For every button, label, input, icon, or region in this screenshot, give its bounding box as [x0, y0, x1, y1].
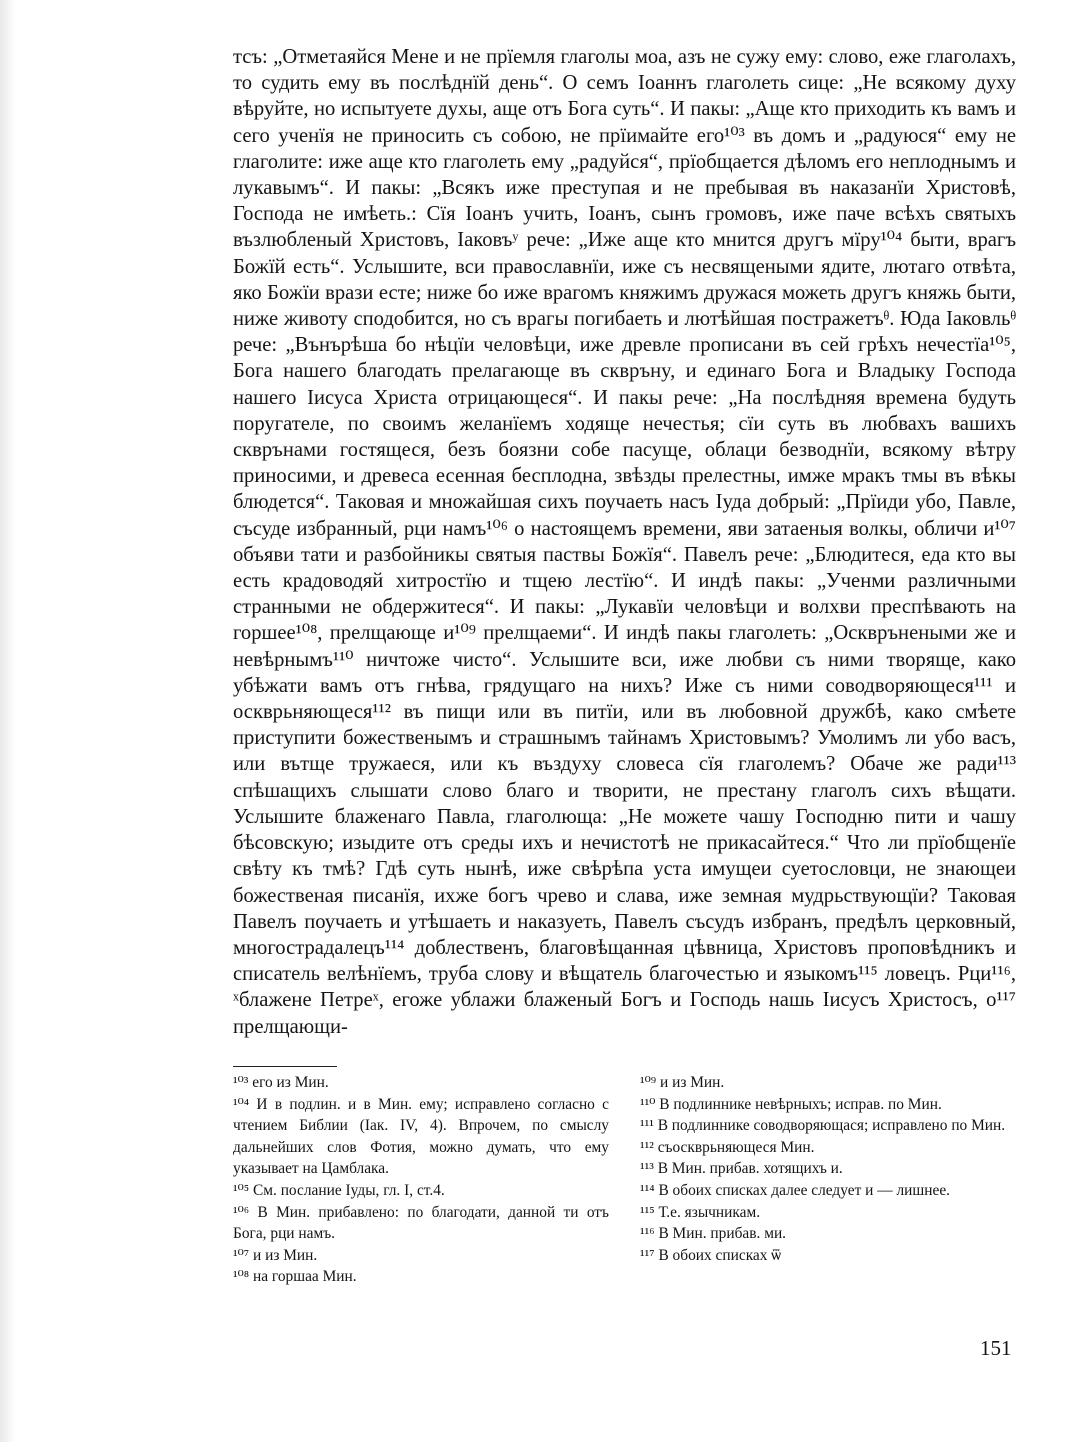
footnotes-right-column — [640, 1072, 1016, 1266]
footnote-112: ¹¹² съоскврьняющеся Мин. — [640, 1138, 815, 1156]
footnote-106: ¹⁰⁶ В Мин. прибавлено: по благодати, данной ти отъ Бога, рци намъ. — [233, 1203, 609, 1243]
footnote-114: ¹¹⁴ В обоих списках далее следует и — лишнее. — [640, 1181, 950, 1199]
body-text: тсъ: „Отметаяйся Мене и не прїемля глаголы моа, азъ не сужу ему: слово, еже глаголахъ, то судить ему въ послѣднїй день“. О семъ Іоаннъ глаголеть сице: „Не всякому духу вѣруйте, но испытуете духы, аще отъ Бога суть“. И пакы: „Аще кто приходить къ вамъ и сего ученїя не приносить съ собою, не прїимайте его¹⁰³ въ домъ и „радуюся“ ему не глаголите: иже аще кто глаголеть ему „радуйся“, прїобщается дѣломъ его неплоднымъ и лукавымъ“. И пакы: „Всякъ иже преступая и не пребывая въ наказанїи Христовѣ, Господа не имѣеть.: Сїя Іоанъ учить, Іоанъ, сынъ громовъ, иже паче всѣхъ святыхъ възлюбленый Христовъ, Іаковъʸ рече: „Иже аще кто мнится другъ мїру¹⁰⁴ быти, врагъ Божїй есть“. Услышите, вси православнїи, иже съ несвящеными ядите, лютаго отвѣта, яко Божїи врази есте; ниже бо иже врагомъ княжимъ дружася можеть другъ княжь быти, ниже животу сподобится, но съ врагы погибаеть и лютѣйшая постражетъᶿ. Юда Іаковльᶿ рече: „Вънърѣша бо нѣцїи человѣци, иже древле прописани въ сей грѣхъ нечестїа¹⁰⁵, Бога нашего благодать прелагающе въ скврънy, и единаго Бога и Владыку Господа нашего Іисуса Христа отрицающеся“. И пакы рече: „На послѣдняя времена будуть поругателе, по своимъ желанїемъ ходяще нечестья; сїи суть въ любвахъ вашихъ скврънами гостящеся, безъ боязни собе пасуще, облаци безводнїи, всякому вѣтру приносими, и древеса есенная бесплодна, звѣзды прелестны, имже мракъ тмы въ вѣкы блюдется“. Таковая и множайшая сихъ поучаеть насъ Іуда добрый: „Прїиди убо, Павле, съсуде избранный, рци намъ¹⁰⁶ о настоящемъ времени, яви затаеныя волкы, обличи и¹⁰⁷ объяви тати и разбойникы святыя паствы Божїя“. Павелъ рече: „Блюдитеся, еда кто вы есть крадоводяй хитростїю и тщею лестїю“. И индѣ пакы: „Ученми различными странными не обдержитеся“. И пакы: „Лукавїи человѣци и волхви преспѣвають на горшее¹⁰⁸, прелщающе и¹⁰⁹ прелщаеми“. И индѣ пакы глаголеть: „Оскврънеными же и невѣрнымъ¹¹⁰ ничтоже чисто“. Услышите вси, иже любви съ ними творяще, како убѣжати вамъ отъ гнѣва, грядущаго на нихъ? Иже съ ними cоводворяющеся¹¹¹ и оскврьняющеся¹¹² въ пищи или въ питїи, или въ любовной дружбѣ, како смѣете приступити божественымъ и страшнымъ тайнамъ Христовымъ? Умолимъ ли убо васъ, или вътще тружаеся, или къ въздуху словеса сїя глаголемъ? Обаче же ради¹¹³ спѣшащихъ слышати слово благо и творити, не престану глаголъ сихъ вѣщати. Услышите блаженаго Павла, глаголюща: „Не можете чашу Господню пити и чашу бѣсовскую; изыдите отъ среды ихъ и нечистотѣ не прикасайтеся.“ Что ли прїобщенїе свѣту къ тмѣ? Гдѣ суть нынѣ, иже свѣрѣпа уста имущеи суетословци, не знающеи божественая писанїя, ихже богъ чрево и слава, иже земная мудрьствующїи? Таковая Павелъ поучаеть и утѣшаеть и наказуеть, Павелъ съсудъ избранъ, предѣлъ церковный, многострадалецъ¹¹⁴ доблественъ, благовѣщанная цѣвница, Христовъ проповѣдникъ и списатель велѣнїемъ, труба слову и вѣщатель благочестью и языкомъ¹¹⁵ ловецъ. Рци¹¹⁶, ˣблажене Петреˣ, егоже ублажи блаженый Богъ и Господь нашь Іисусъ Христосъ, о¹¹⁷ прелщающи- — [233, 46, 1016, 1038]
footnote-116: ¹¹⁶ В Мин. прибав. ми. — [640, 1225, 787, 1243]
footnote-107: ¹⁰⁷ и из Мин. — [233, 1246, 318, 1264]
page-number: 151 — [980, 1336, 1012, 1360]
footnote-105: ¹⁰⁵ См. послание Іуды, гл. I, ст.4. — [233, 1181, 445, 1199]
footnote-111: ¹¹¹ В подлиннике соводворяющася; исправлено по Мин. — [640, 1117, 1006, 1135]
footnotes-left-column — [233, 1072, 609, 1288]
footnote-110: ¹¹⁰ В подлиннике невѣрныхъ; исправ. по Мин. — [640, 1095, 942, 1113]
page-edge-shadow — [0, 0, 16, 1442]
footnote-109: ¹⁰⁹ и из Мин. — [640, 1074, 725, 1091]
footnote-separator — [233, 1066, 337, 1067]
footnote-117: ¹¹⁷ В обоих списках ѿ — [640, 1246, 782, 1264]
footnote-108: ¹⁰⁸ на горшаа Мин. — [233, 1268, 357, 1286]
footnote-113: ¹¹³ В Мин. прибав. хотящихъ и. — [640, 1160, 843, 1178]
footnote-103: ¹⁰³ его из Мин. — [233, 1074, 329, 1091]
footnote-104: ¹⁰⁴ И в подлин. и в Мин. ему; исправлено согласно с чтением Библии (Іак. IV, 4). Впрочем, по смыслу дальнейших слов Фотия, можно думать, что ему указывает на Цамблака. — [233, 1095, 609, 1178]
footnote-115: ¹¹⁵ Т.е. язычникам. — [640, 1203, 761, 1221]
